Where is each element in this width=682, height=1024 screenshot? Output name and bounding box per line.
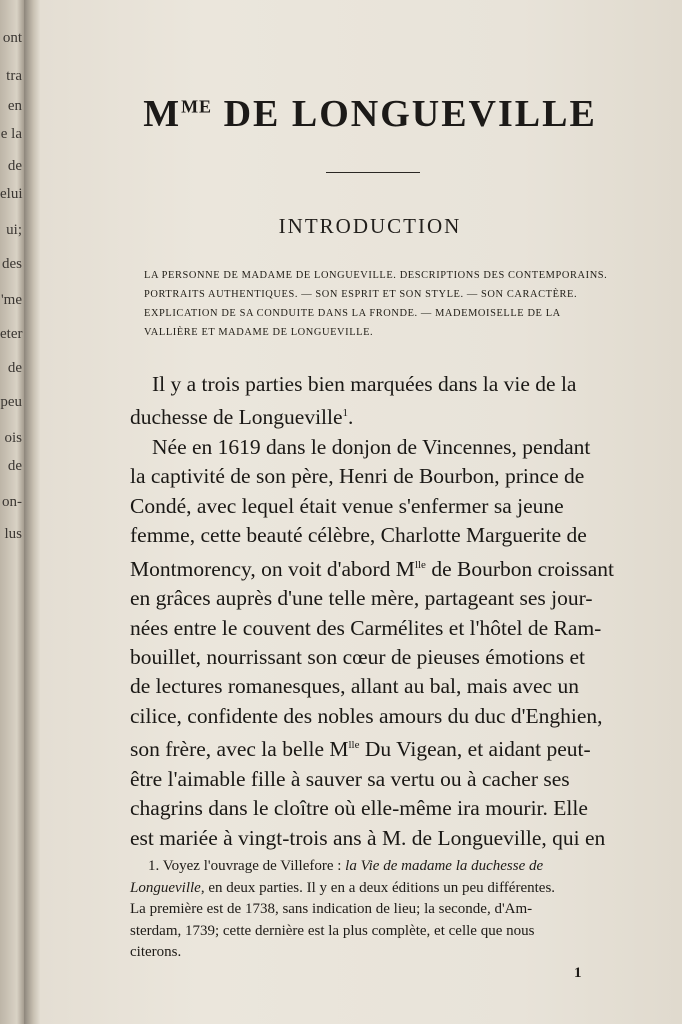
facing-page-fragment: ui;	[6, 222, 22, 238]
facing-page-fragment: on-	[2, 494, 22, 510]
chapter-summary	[144, 266, 608, 342]
facing-page-fragment: eter	[0, 326, 23, 342]
footnote-line: La première est de 1738, sans indication de lieu; la seconde, d'Am-	[130, 901, 533, 917]
text-line: la captivité de son père, Henri de Bourbon, prince de	[130, 464, 585, 489]
summary-line: VALLIÈRE ET MADAME DE LONGUEVILLE.	[144, 327, 374, 338]
book-gutter	[24, 0, 40, 1024]
text-line: cilice, confidente des nobles amours du duc d'Enghien,	[130, 703, 603, 728]
section-heading: INTRODUCTION	[278, 214, 462, 238]
text-line: son frère, avec la belle $M^{lle}$ Du Vigean, et aidant peut-	[130, 737, 591, 762]
text-line: de lectures romanesques, allant au bal, mais avec un	[130, 674, 579, 699]
footnote-line: citerons.	[130, 944, 182, 960]
facing-page-fragment: elui	[0, 186, 23, 202]
text-line: chagrins dans le cloître où elle-même ira mourir. Elle	[130, 796, 588, 821]
footnote-line: Longueville, en deux parties. Il y en a deux éditions un peu différentes.	[130, 879, 556, 896]
facing-page-fragment: de	[7, 458, 22, 474]
facing-page-fragment: des	[2, 256, 22, 272]
facing-page-fragment: ont	[2, 30, 22, 46]
facing-page-edge	[0, 0, 24, 1024]
footnote	[130, 856, 650, 964]
body-text	[130, 370, 630, 853]
text-line: duchesse de Longueville$^1$.	[130, 405, 354, 430]
facing-page-fragment: de	[7, 360, 22, 376]
facing-page-fragment: tra	[6, 68, 22, 84]
text-line: nées entre le couvent des Carmélites et l'hôtel de Ram-	[130, 615, 602, 640]
text-line: Montmorency, on voit d'abord $M^{lle}$ de Bourbon croissant	[130, 556, 615, 581]
summary-line: PORTRAITS AUTHENTIQUES. — SON ESPRIT ET SON STYLE. — SON CARACTÈRE.	[144, 289, 578, 300]
summary-line: LA PERSONNE DE MADAME DE LONGUEVILLE. DESCRIPTIONS DES CONTEMPORAINS.	[144, 270, 608, 281]
footnote-line: sterdam, 1739; cette dernière est la plus complète, et celle que nous	[130, 922, 535, 939]
text-line: Il y a trois parties bien marquées dans la vie de la	[152, 372, 577, 396]
text-line: femme, cette beauté célèbre, Charlotte Marguerite de	[130, 523, 587, 548]
facing-page-fragment: lus	[4, 526, 22, 542]
text-line: est mariée à vingt-trois ans à M. de Longueville, qui en	[130, 825, 606, 850]
facing-page-fragment: ois	[4, 430, 22, 446]
title-rule	[326, 172, 420, 173]
text-line: Née en 1619 dans le donjon de Vincennes, pendant	[152, 434, 591, 459]
facing-page-fragment: 'me	[0, 292, 22, 308]
footnote-line: 1. Voyez l'ouvrage de Villefore : la Vie de madame la duchesse de	[148, 858, 544, 874]
summary-line: EXPLICATION DE SA CONDUITE DANS LA FRONDE. — MADEMOISELLE DE LA	[144, 308, 561, 319]
text-line: bouillet, nourrissant son cœur de pieuses émotions et	[130, 644, 586, 669]
facing-page-fragment: peu	[0, 394, 22, 410]
text-line: être l'aimable fille à sauver sa vertu ou à cacher ses	[130, 766, 570, 791]
page-title: $M^{ME}$ DE LONGUEVILLE	[143, 93, 597, 135]
text-line: Condé, avec lequel était venue s'enfermer sa jeune	[130, 493, 564, 518]
facing-page-fragment: de	[7, 158, 22, 174]
book-page	[40, 0, 682, 1024]
facing-page-fragment: e la	[0, 126, 22, 142]
facing-page-fragment: en	[7, 98, 22, 114]
footnote-ref[interactable]: 1	[342, 407, 349, 420]
page-number: 1	[574, 965, 582, 981]
text-line: en grâces auprès d'une telle mère, partageant ses jour-	[130, 586, 593, 611]
